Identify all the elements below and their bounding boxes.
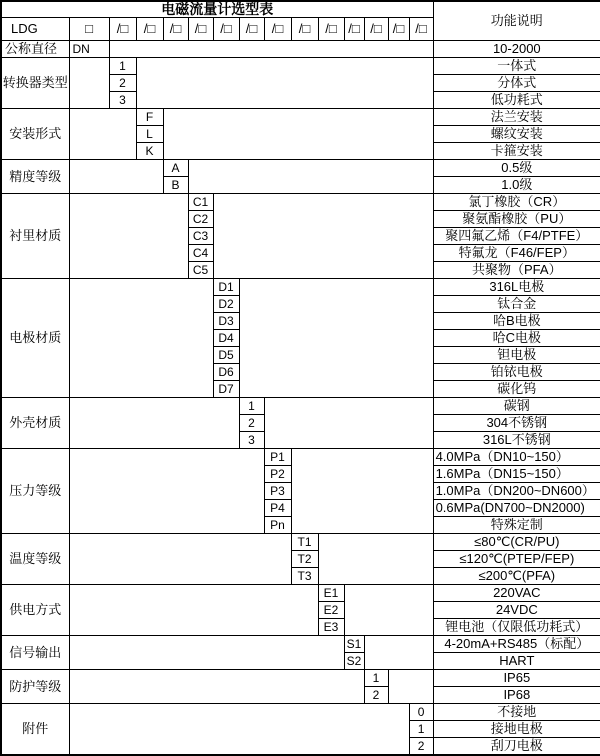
selection-slot: /□ bbox=[388, 18, 409, 41]
option-desc: 哈C电极 bbox=[433, 330, 600, 347]
selection-slot: /□ bbox=[213, 18, 239, 41]
option-desc: 1.0级 bbox=[433, 177, 600, 194]
option-code: 1 bbox=[109, 58, 136, 75]
option-desc: 316L电极 bbox=[433, 279, 600, 296]
option-desc: ≤120℃(PTEP/FEP) bbox=[433, 551, 600, 568]
option-desc: 低功耗式 bbox=[433, 92, 600, 109]
option-code: A bbox=[163, 160, 188, 177]
selection-slot: /□ bbox=[318, 18, 344, 41]
spacer-cell bbox=[69, 704, 409, 756]
option-code: C4 bbox=[188, 245, 213, 262]
option-desc: 0.6MPa(DN700~DN2000) bbox=[433, 500, 600, 517]
option-desc: 钛合金 bbox=[433, 296, 600, 313]
option-desc: 共聚物（PFA） bbox=[433, 262, 600, 279]
category-label-power-supply: 供电方式 bbox=[1, 585, 69, 636]
option-code: L bbox=[136, 126, 163, 143]
option-code: 1 bbox=[364, 670, 388, 687]
spacer-cell bbox=[264, 398, 433, 449]
option-desc: 10-2000 bbox=[433, 41, 600, 58]
option-desc: 哈B电极 bbox=[433, 313, 600, 330]
option-desc: 1.6MPa（DN15~150） bbox=[433, 466, 600, 483]
spacer-cell bbox=[69, 109, 136, 160]
spacer-cell bbox=[109, 41, 433, 58]
selection-slot: /□ bbox=[364, 18, 388, 41]
category-label-accuracy-class: 精度等级 bbox=[1, 160, 69, 194]
option-desc: 卡箍安装 bbox=[433, 143, 600, 160]
option-code: C1 bbox=[188, 194, 213, 211]
selection-slot: /□ bbox=[239, 18, 264, 41]
option-code: 1 bbox=[409, 721, 433, 738]
option-code: B bbox=[163, 177, 188, 194]
option-code: 3 bbox=[109, 92, 136, 109]
option-desc: 接地电极 bbox=[433, 721, 600, 738]
model-prefix: LDG bbox=[1, 18, 69, 41]
category-label-pressure-rating: 压力等级 bbox=[1, 449, 69, 534]
spacer-cell bbox=[69, 279, 213, 398]
option-code: 2 bbox=[109, 75, 136, 92]
option-desc: 4-20mA+RS485（标配） bbox=[433, 636, 600, 653]
option-desc: 法兰安装 bbox=[433, 109, 600, 126]
option-desc: 锂电池（仅限低功耗式） bbox=[433, 619, 600, 636]
selection-slot: /□ bbox=[163, 18, 188, 41]
option-code: D2 bbox=[213, 296, 239, 313]
category-label-housing-material: 外壳材质 bbox=[1, 398, 69, 449]
option-desc: 螺纹安装 bbox=[433, 126, 600, 143]
table-title: 电磁流量计选型表 bbox=[1, 1, 433, 18]
option-code: 1 bbox=[239, 398, 264, 415]
spacer-cell bbox=[188, 160, 433, 194]
option-desc: 一体式 bbox=[433, 58, 600, 75]
selection-slot: /□ bbox=[109, 18, 136, 41]
spacer-cell bbox=[69, 58, 109, 109]
spacer-cell bbox=[69, 449, 264, 534]
selection-slot: /□ bbox=[291, 18, 318, 41]
code-dn: DN bbox=[69, 41, 109, 58]
option-code: D1 bbox=[213, 279, 239, 296]
option-desc: 304不锈钢 bbox=[433, 415, 600, 432]
option-code: C2 bbox=[188, 211, 213, 228]
selection-slot: /□ bbox=[409, 18, 433, 41]
option-desc: 0.5级 bbox=[433, 160, 600, 177]
option-desc: ≤200℃(PFA) bbox=[433, 568, 600, 585]
option-code: D6 bbox=[213, 364, 239, 381]
option-code: P4 bbox=[264, 500, 291, 517]
option-code: T2 bbox=[291, 551, 318, 568]
spacer-cell bbox=[318, 534, 433, 585]
option-code: P2 bbox=[264, 466, 291, 483]
category-label-liner-material: 衬里材质 bbox=[1, 194, 69, 279]
spacer-cell bbox=[69, 585, 318, 636]
option-desc: 1.0MPa（DN200~DN600） bbox=[433, 483, 600, 500]
selection-slot: /□ bbox=[264, 18, 291, 41]
option-code: P1 bbox=[264, 449, 291, 466]
option-desc: 不接地 bbox=[433, 704, 600, 721]
option-code: 2 bbox=[364, 687, 388, 704]
category-label-electrode-material: 电极材质 bbox=[1, 279, 69, 398]
option-desc: 316L不锈钢 bbox=[433, 432, 600, 449]
spacer-cell bbox=[69, 534, 291, 585]
function-column-header: 功能说明 bbox=[433, 1, 600, 41]
option-code: E1 bbox=[318, 585, 344, 602]
option-code: D4 bbox=[213, 330, 239, 347]
option-code: 2 bbox=[409, 738, 433, 756]
option-code: C5 bbox=[188, 262, 213, 279]
option-desc: 24VDC bbox=[433, 602, 600, 619]
option-desc: 分体式 bbox=[433, 75, 600, 92]
option-desc: 碳钢 bbox=[433, 398, 600, 415]
spacer-cell bbox=[344, 585, 433, 636]
option-code: T3 bbox=[291, 568, 318, 585]
row-label-diameter: 公称直径 bbox=[1, 41, 69, 58]
spacer-cell bbox=[291, 449, 433, 534]
spacer-cell bbox=[213, 194, 433, 279]
option-code: T1 bbox=[291, 534, 318, 551]
category-label-protection-rating: 防护等级 bbox=[1, 670, 69, 704]
spacer-cell bbox=[163, 109, 433, 160]
option-code: 3 bbox=[239, 432, 264, 449]
category-label-temperature-rating: 温度等级 bbox=[1, 534, 69, 585]
selection-slot: /□ bbox=[136, 18, 163, 41]
option-desc: IP68 bbox=[433, 687, 600, 704]
option-desc: 4.0MPa（DN10~150） bbox=[433, 449, 600, 466]
option-desc: 220VAC bbox=[433, 585, 600, 602]
option-code: E2 bbox=[318, 602, 344, 619]
option-code: K bbox=[136, 143, 163, 160]
option-desc: 聚氨酯橡胶（PU） bbox=[433, 211, 600, 228]
model-code-box: □ bbox=[69, 18, 109, 41]
selection-slot: /□ bbox=[188, 18, 213, 41]
option-code: S1 bbox=[344, 636, 364, 653]
selection-slot: /□ bbox=[344, 18, 364, 41]
option-code: E3 bbox=[318, 619, 344, 636]
category-label-converter-type: 转换器类型 bbox=[1, 58, 69, 109]
option-desc: IP65 bbox=[433, 670, 600, 687]
spacer-cell bbox=[136, 58, 433, 109]
spacer-cell bbox=[69, 194, 188, 279]
option-desc: 钽电极 bbox=[433, 347, 600, 364]
spacer-cell bbox=[69, 670, 364, 704]
option-desc: 特殊定制 bbox=[433, 517, 600, 534]
option-desc: HART bbox=[433, 653, 600, 670]
spacer-cell bbox=[364, 636, 433, 670]
option-code: D5 bbox=[213, 347, 239, 364]
option-desc: ≤80℃(CR/PU) bbox=[433, 534, 600, 551]
spacer-cell bbox=[239, 279, 433, 398]
option-code: D7 bbox=[213, 381, 239, 398]
option-desc: 碳化钨 bbox=[433, 381, 600, 398]
option-desc: 聚四氟乙烯（F4/PTFE） bbox=[433, 228, 600, 245]
option-code: Pn bbox=[264, 517, 291, 534]
option-code: P3 bbox=[264, 483, 291, 500]
option-desc: 刮刀电极 bbox=[433, 738, 600, 756]
option-code: D3 bbox=[213, 313, 239, 330]
category-label-signal-output: 信号输出 bbox=[1, 636, 69, 670]
category-label-accessories: 附件 bbox=[1, 704, 69, 756]
option-code: 2 bbox=[239, 415, 264, 432]
option-code: 0 bbox=[409, 704, 433, 721]
option-desc: 氯丁橡胶（CR） bbox=[433, 194, 600, 211]
option-code: C3 bbox=[188, 228, 213, 245]
option-code: S2 bbox=[344, 653, 364, 670]
option-desc: 特氟龙（F46/FEP） bbox=[433, 245, 600, 262]
spacer-cell bbox=[69, 398, 239, 449]
spacer-cell bbox=[69, 636, 344, 670]
spacer-cell bbox=[388, 670, 433, 704]
spacer-cell bbox=[69, 160, 163, 194]
category-label-install-form: 安装形式 bbox=[1, 109, 69, 160]
option-code: F bbox=[136, 109, 163, 126]
option-desc: 铂铱电极 bbox=[433, 364, 600, 381]
